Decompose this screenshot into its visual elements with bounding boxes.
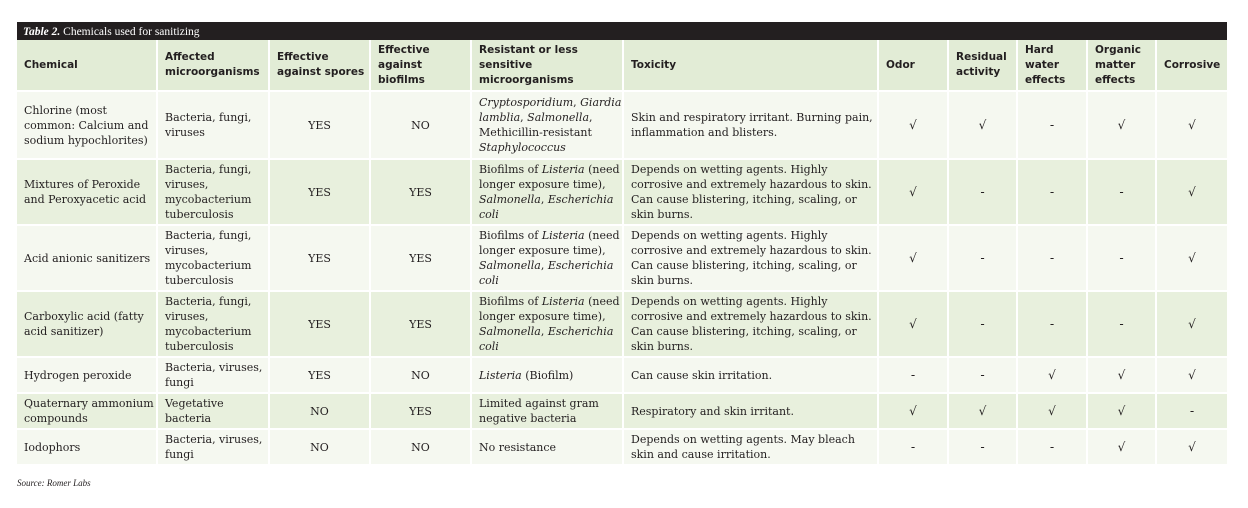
residual-cell: - <box>949 292 1018 358</box>
table-row <box>17 430 1227 466</box>
resistant-cell: Cryptosporidium, Giardia lamblia, Salmonella, Methicillin-resistant Staphylococcus <box>472 92 624 160</box>
organic-cell: - <box>1088 226 1157 292</box>
spores-cell: NO <box>270 394 371 430</box>
chemical-cell: Iodophors <box>17 430 158 466</box>
spores-cell: YES <box>270 92 371 160</box>
table-caption <box>17 22 1227 40</box>
caption-label: Table 2. <box>23 26 61 38</box>
organic-cell: √ <box>1088 430 1157 466</box>
spores-cell: YES <box>270 292 371 358</box>
affected-cell: Vegetative bacteria <box>158 394 270 430</box>
header-residual: Residual activity <box>949 40 1018 92</box>
resistant-cell: Listeria (Biofilm) <box>472 358 624 394</box>
corrosive-cell: - <box>1157 394 1227 430</box>
source-note: Source: Romer Labs <box>17 478 91 488</box>
corrosive-cell: √ <box>1157 292 1227 358</box>
chemical-cell: Acid anionic sanitizers <box>17 226 158 292</box>
affected-cell: Bacteria, fungi, viruses <box>158 92 270 160</box>
residual-cell: - <box>949 430 1018 466</box>
header-spores: Effective against spores <box>270 40 371 92</box>
biofilms-cell: NO <box>371 430 472 466</box>
odor-cell: √ <box>879 394 949 430</box>
hard-water-cell: - <box>1018 160 1088 226</box>
hard-water-cell: - <box>1018 92 1088 160</box>
biofilms-cell: NO <box>371 92 472 160</box>
affected-cell: Bacteria, fungi, viruses, mycobacterium tuberculosis <box>158 292 270 358</box>
organic-cell: √ <box>1088 92 1157 160</box>
odor-cell: √ <box>879 92 949 160</box>
corrosive-cell: √ <box>1157 226 1227 292</box>
affected-cell: Bacteria, fungi, viruses, mycobacterium tuberculosis <box>158 160 270 226</box>
hard-water-cell: - <box>1018 226 1088 292</box>
toxicity-cell: Depends on wetting agents. May bleach skin and cause irritation. <box>624 430 879 466</box>
header-corrosive: Corrosive <box>1157 40 1227 92</box>
affected-cell: Bacteria, viruses, fungi <box>158 430 270 466</box>
toxicity-cell: Depends on wetting agents. Highly corrosive and extremely hazardous to skin. Can cause blistering, itching, scaling, or skin burns. <box>624 226 879 292</box>
header-affected: Affected microorganisms <box>158 40 270 92</box>
affected-cell: Bacteria, viruses, fungi <box>158 358 270 394</box>
hard-water-cell: - <box>1018 292 1088 358</box>
residual-cell: √ <box>949 394 1018 430</box>
header-chemical: Chemical <box>17 40 158 92</box>
affected-cell: Bacteria, fungi, viruses, mycobacterium tuberculosis <box>158 226 270 292</box>
odor-cell: - <box>879 430 949 466</box>
organic-cell: - <box>1088 160 1157 226</box>
header-toxicity: Toxicity <box>624 40 879 92</box>
toxicity-cell: Depends on wetting agents. Highly corrosive and extremely hazardous to skin. Can cause blistering, itching, scaling, or skin burns. <box>624 160 879 226</box>
odor-cell: - <box>879 358 949 394</box>
spores-cell: NO <box>270 430 371 466</box>
odor-cell: √ <box>879 160 949 226</box>
header-odor: Odor <box>879 40 949 92</box>
chemical-cell: Carboxylic acid (fatty acid sanitizer) <box>17 292 158 358</box>
hard-water-cell: √ <box>1018 394 1088 430</box>
chemical-cell: Mixtures of Peroxide and Peroxyacetic acid <box>17 160 158 226</box>
chemical-cell: Quaternary ammonium compounds <box>17 394 158 430</box>
organic-cell: - <box>1088 292 1157 358</box>
biofilms-cell: NO <box>371 358 472 394</box>
biofilms-cell: YES <box>371 394 472 430</box>
biofilms-cell: YES <box>371 226 472 292</box>
table-row <box>17 92 1227 160</box>
table-row <box>17 160 1227 226</box>
resistant-cell: Biofilms of Listeria (need longer exposure time), Salmonella, Escherichia coli <box>472 226 624 292</box>
chemical-cell: Hydrogen peroxide <box>17 358 158 394</box>
table-row <box>17 226 1227 292</box>
header-organic: Organic matter effects <box>1088 40 1157 92</box>
resistant-cell: Limited against gram negative bacteria <box>472 394 624 430</box>
corrosive-cell: √ <box>1157 92 1227 160</box>
hard-water-cell: - <box>1018 430 1088 466</box>
header-row <box>17 40 1227 92</box>
organic-cell: √ <box>1088 394 1157 430</box>
toxicity-cell: Skin and respiratory irritant. Burning pain, inflammation and blisters. <box>624 92 879 160</box>
header-biofilms: Effective against biofilms <box>371 40 472 92</box>
corrosive-cell: √ <box>1157 160 1227 226</box>
table-body <box>17 92 1227 466</box>
chemicals-table <box>17 40 1227 466</box>
odor-cell: √ <box>879 226 949 292</box>
biofilms-cell: YES <box>371 292 472 358</box>
table-row <box>17 358 1227 394</box>
header-hard-water: Hard water effects <box>1018 40 1088 92</box>
resistant-cell: Biofilms of Listeria (need longer exposure time), Salmonella, Escherichia coli <box>472 160 624 226</box>
header-resistant: Resistant or less sensitive microorganisms <box>472 40 624 92</box>
residual-cell: - <box>949 226 1018 292</box>
organic-cell: √ <box>1088 358 1157 394</box>
resistant-cell: Biofilms of Listeria (need longer exposure time), Salmonella, Escherichia coli <box>472 292 624 358</box>
corrosive-cell: √ <box>1157 358 1227 394</box>
hard-water-cell: √ <box>1018 358 1088 394</box>
sanitizer-table-figure <box>17 22 1227 466</box>
spores-cell: YES <box>270 358 371 394</box>
biofilms-cell: YES <box>371 160 472 226</box>
residual-cell: - <box>949 358 1018 394</box>
table-row <box>17 394 1227 430</box>
spores-cell: YES <box>270 226 371 292</box>
table-row <box>17 292 1227 358</box>
spores-cell: YES <box>270 160 371 226</box>
resistant-cell: No resistance <box>472 430 624 466</box>
chemical-cell: Chlorine (most common: Calcium and sodium hypochlorites) <box>17 92 158 160</box>
caption-text: Chemicals used for sanitizing <box>63 26 200 38</box>
residual-cell: √ <box>949 92 1018 160</box>
residual-cell: - <box>949 160 1018 226</box>
corrosive-cell: √ <box>1157 430 1227 466</box>
toxicity-cell: Can cause skin irritation. <box>624 358 879 394</box>
toxicity-cell: Respiratory and skin irritant. <box>624 394 879 430</box>
toxicity-cell: Depends on wetting agents. Highly corrosive and extremely hazardous to skin. Can cause blistering, itching, scaling, or skin burns. <box>624 292 879 358</box>
odor-cell: √ <box>879 292 949 358</box>
